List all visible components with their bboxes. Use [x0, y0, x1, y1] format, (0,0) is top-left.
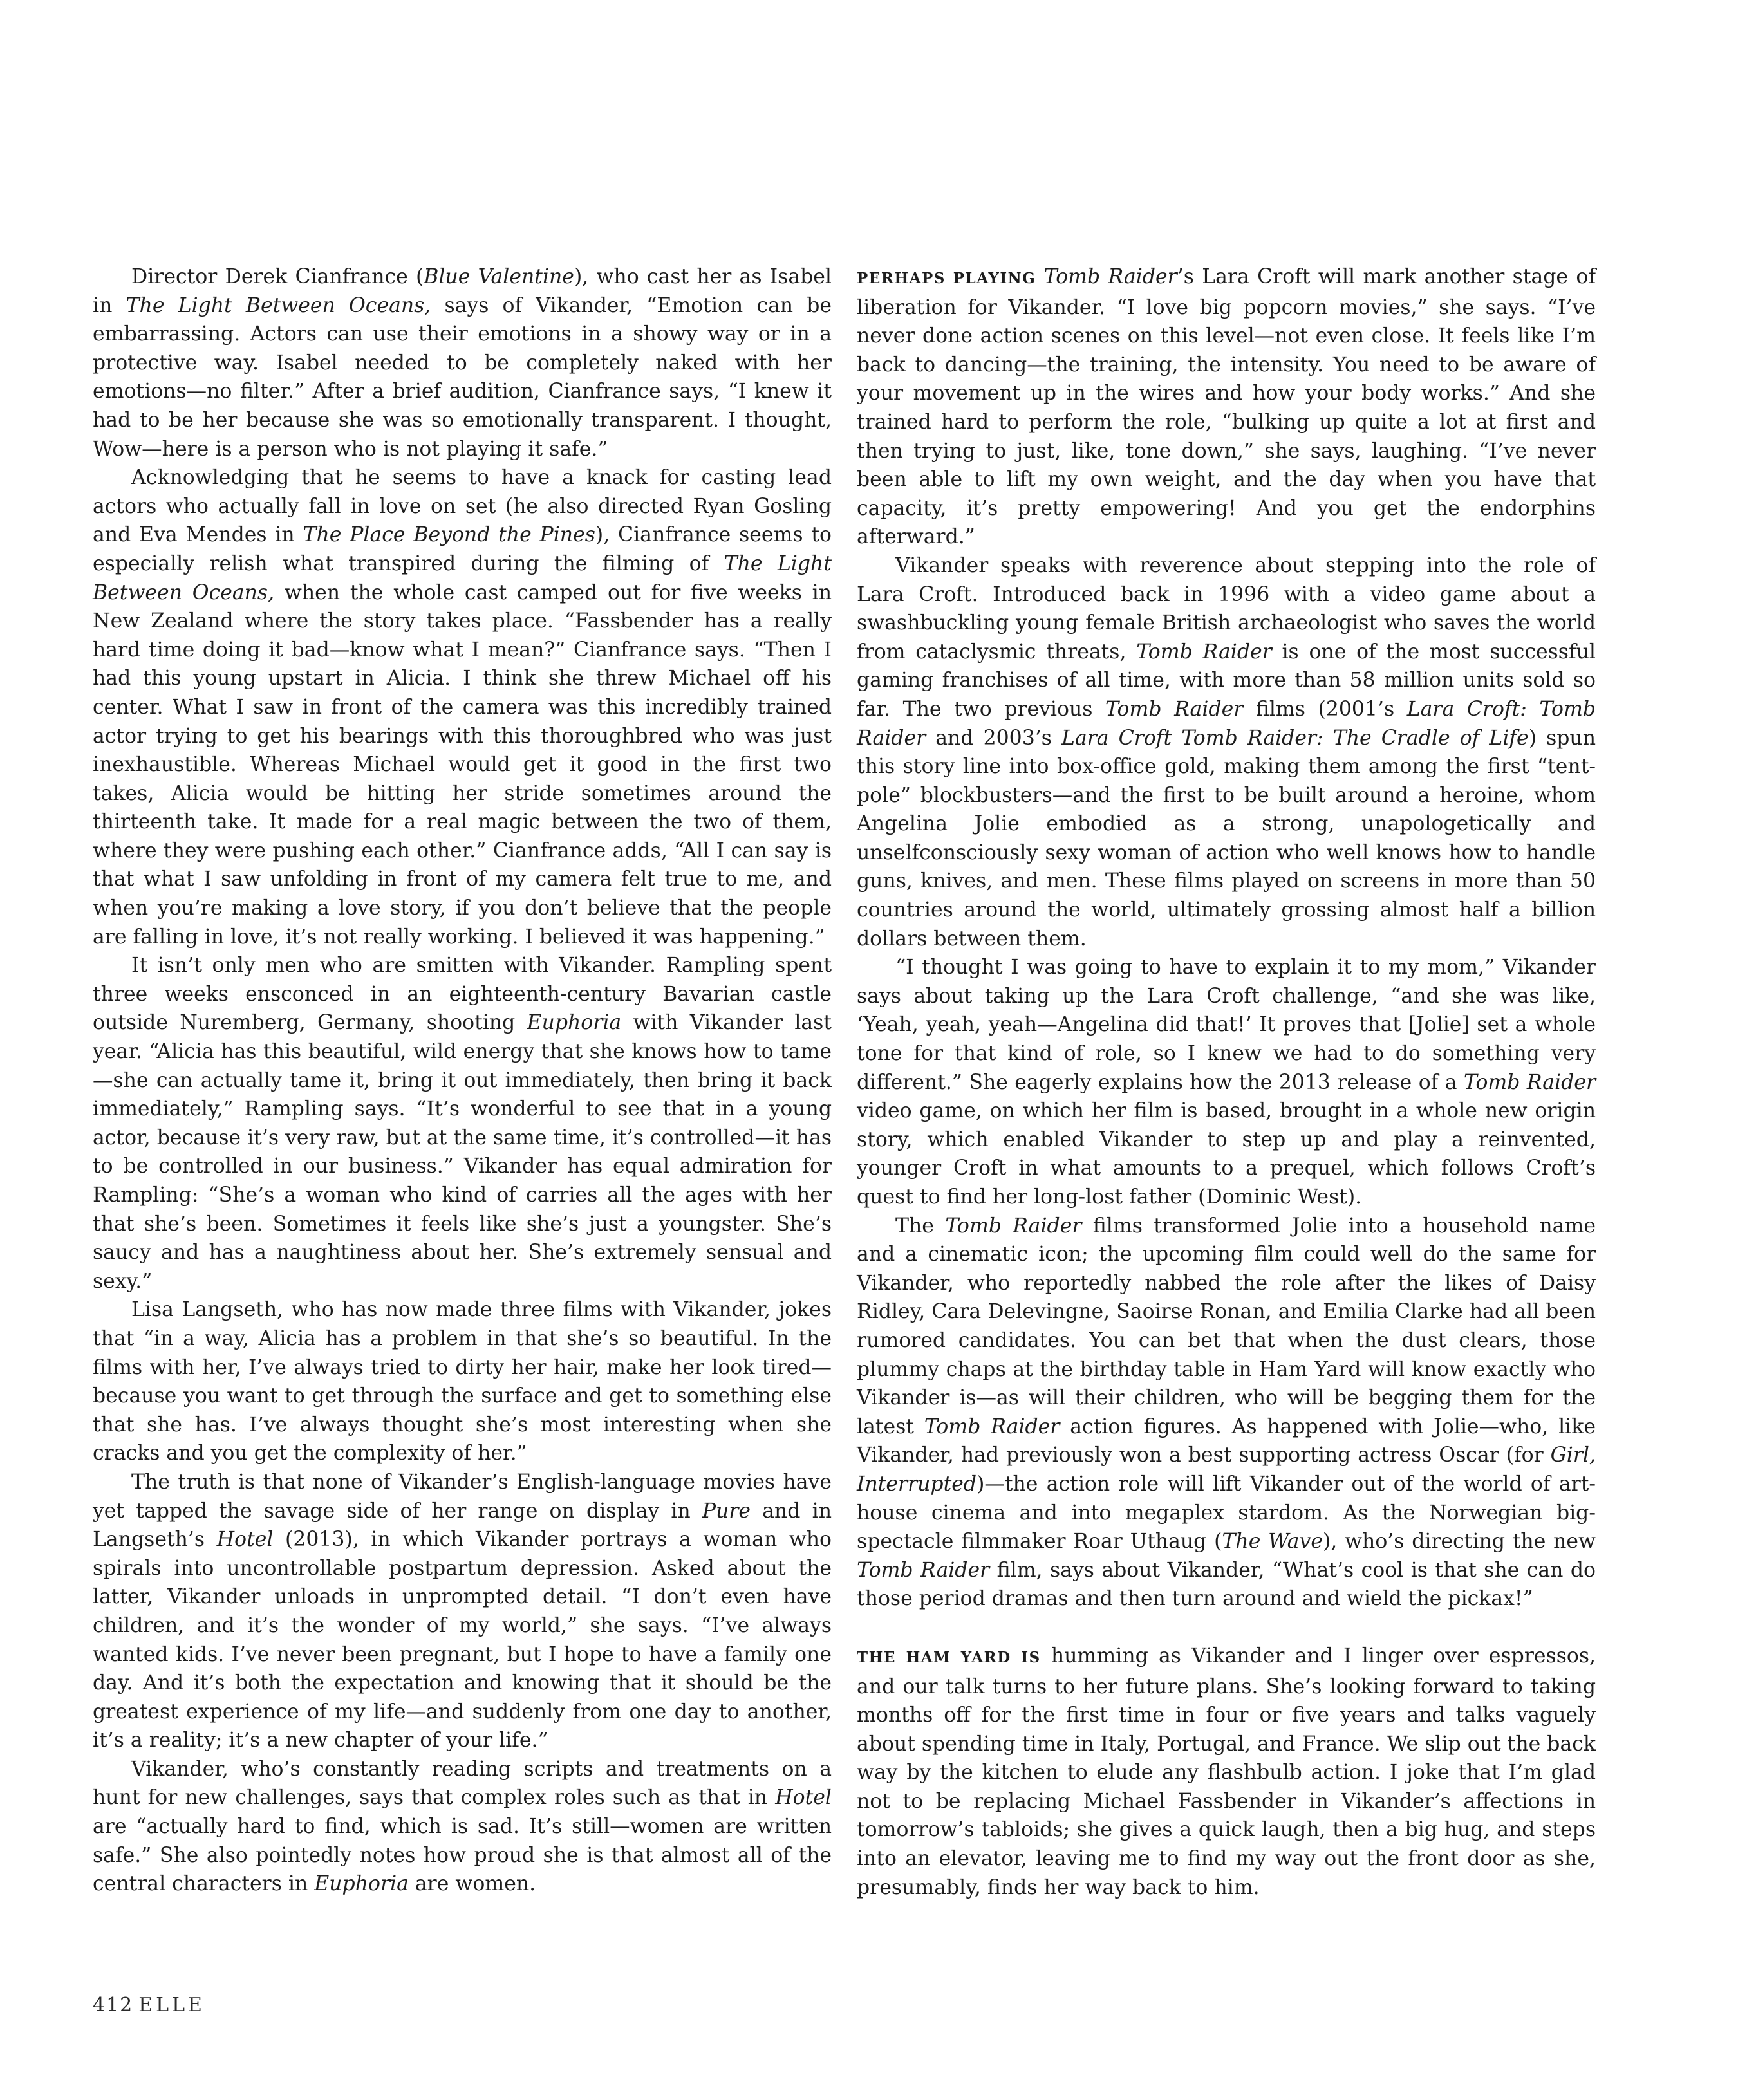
text-run: Lisa Langseth, who has now made three films with Vikander, jokes that “in a way, Alicia has a problem in that she’s so beautiful. In the films with her, I’ve always tried to dirty her hair, make her look tired—because you want to get through the surface and get to something else that she has. I’ve always thought she’s most interesting when she cracks and you get the complexity of her.”: [93, 1298, 832, 1465]
lead-in-caps: THE HAM YARD IS: [857, 1648, 1041, 1666]
article-column-right: [857, 263, 1596, 1902]
page-folio: [93, 1994, 205, 2016]
article-paragraph: [857, 552, 1596, 953]
italic-title: Hotel: [775, 1786, 832, 1810]
magazine-name: ELLE: [138, 1994, 205, 2016]
text-run: ), who cast her as Isabel in: [93, 265, 832, 317]
italic-title: The Light Between Oceans,: [93, 552, 832, 604]
text-run: film, says about Vikander, “What’s cool is that she can do those period dramas and then turn around and wield the pickax!”: [857, 1558, 1596, 1611]
italic-title: Lara Croft Tomb Raider: The Cradle of Life: [1061, 726, 1529, 750]
article-paragraph: [857, 1642, 1596, 1902]
text-run: Acknowledging that he seems to have a knack for casting lead actors who actually fall in love on set (he also directed Ryan Gosling and Eva Mendes in: [93, 466, 832, 547]
article-paragraph: [93, 463, 832, 951]
article-paragraph: [93, 1755, 832, 1899]
text-run: The: [895, 1214, 946, 1238]
text-run: ) spun this story line into box-office gold, making them among the first “tent-pole” blockbusters—and the first to be built around a heroine, whom Angelina Jolie embodied as a strong, unapologetically and unselfconsciously sexy woman of action who well knows how to handle guns, knives, and men. These films played on screens in more than 50 countries around the world, ultimately grossing almost half a billion dollars between them.: [857, 726, 1596, 951]
italic-title: Euphoria: [314, 1872, 409, 1896]
article-paragraph: [857, 1212, 1596, 1613]
italic-title: Blue Valentine: [424, 265, 574, 288]
text-run: Director Derek Cianfrance (: [131, 265, 424, 288]
text-run: when the whole cast camped out for five weeks in New Zealand where the story takes place. “Fassbender has a really hard time doing it bad—know what I mean?” Cianfrance says. “Then I had this young upstart in Alicia. I think she threw Michael off his center. What I saw in front of the camera was this incredibly trained actor trying to get his bearings with this thoroughbred who was just inexhaustible. Whereas Michael would get it good in the first two takes, Alicia would be hitting her stride sometimes around the thirteenth take. It made for a real magic between the two of them, where they were pushing each other.” Cianfrance adds, “All I can say is that what I saw unfolding in front of my camera felt true to me, and when you’re making a love story, if you don’t believe that the people are falling in love, it’s not really working. I believed it was happening.”: [93, 581, 832, 949]
italic-title: Tomb Raider: [1105, 697, 1244, 721]
italic-title: Tomb Raider: [924, 1415, 1060, 1438]
italic-title: Tomb Raider: [945, 1214, 1082, 1238]
italic-title: Euphoria: [527, 1011, 622, 1035]
text-run: is one of the most successful gaming franchises of all time, with more than 58 million units sold so far. The two previous: [857, 640, 1596, 721]
text-run: )—the action role will lift Vikander out of the world of art-house cinema and into megaplex stardom. As the Norwegian big-spectacle filmmaker Roar Uthaug (: [857, 1472, 1596, 1554]
text-run: The truth is that none of Vikander’s English-language movies have yet tapped the savage side of her range on display in: [93, 1470, 832, 1523]
article-paragraph: [857, 953, 1596, 1211]
italic-title: The Light Between Oceans,: [126, 293, 431, 317]
text-run: [1036, 265, 1043, 288]
text-run: video game, on which her film is based, brought in a whole new origin story, which enabled Vikander to step up and play a reinvented, younger Croft in what amounts to a prequel, which follows Croft’s quest to find her long-lost father (Dominic West).: [857, 1099, 1596, 1209]
text-run: action figures. As happened with Jolie—who, like Vikander, had previously won a best supporting actress Oscar (for: [857, 1415, 1596, 1467]
text-run: ’s Lara Croft will mark another stage of liberation for Vikander. “I love big popcorn movies,” she says. “I’ve never done action scenes on this level—not even close. It feels like I’m back to dancing—the training, the intensity. You need to be aware of your movement up in the wires and how your body works.” And she trained hard to perform the role, “bulking up quite a lot at first and then trying to just, like, tone down,” she says, laughing. “I’ve never been able to lift my own weight, and the day when you have that capacity, it’s pretty empowering! And you get the endorphins afterward.”: [857, 265, 1596, 549]
article-column-left: [93, 263, 832, 1899]
text-run: ), Cianfrance seems to especially relish what transpired during the filming of: [93, 523, 832, 575]
italic-title: Pure: [702, 1499, 751, 1523]
article-paragraph: [857, 263, 1596, 552]
text-run: are women.: [408, 1872, 536, 1896]
italic-title: Tomb Raider: [857, 1558, 990, 1582]
article-paragraph: [93, 1296, 832, 1468]
italic-title: The Place Beyond the Pines: [303, 523, 595, 547]
italic-title: The Wave: [1222, 1530, 1323, 1554]
italic-title: Tomb Raider: [1043, 265, 1177, 288]
text-run: and 2003’s: [926, 726, 1062, 750]
italic-title: Hotel: [216, 1528, 274, 1552]
text-run: and in Langseth’s: [93, 1499, 832, 1552]
text-run: Vikander, who’s constantly reading scripts and treatments on a hunt for new challenges, says that complex roles such as that in: [93, 1757, 832, 1810]
text-run: It isn’t only men who are smitten with Vikander. Rampling spent three weeks ensconced in an eighteenth-century Bavarian castle outside Nuremberg, Germany, shooting: [93, 954, 832, 1035]
text-run: films (2001’s: [1243, 697, 1407, 721]
italic-title: Girl, Interrupted: [857, 1444, 1596, 1496]
text-run: humming as Vikander and I linger over espressos, and our talk turns to her future plans. She’s looking forward to taking months off for the first time in four or five years and talks vaguely about spending time in Italy, Portugal, and France. We slip out the back way by the kitchen to elude any flashbulb action. I joke that I’m glad not to be replacing Michael Fassbender in Vikander’s affections in tomorrow’s tabloids; she gives a quick laugh, then a big hug, and steps into an elevator, leaving me to find my way out the front door as she, presumably, finds her way back to him.: [857, 1644, 1596, 1899]
text-run: Vikander speaks with reverence about stepping into the role of Lara Croft. Introduced back in 1996 with a video game about a swashbuckling young female British archaeologist who saves the world from cataclysmic threats,: [857, 553, 1596, 664]
article-paragraph: [93, 263, 832, 463]
italic-title: Tomb Raider: [1463, 1070, 1596, 1094]
text-run: (2013), in which Vikander portrays a woman who spirals into uncontrollable postpartum depression. Asked about the latter, Vikander unloads in unprompted detail. “I don’t even have children, and it’s the wonder of my world,” she says. “I’ve always wanted kids. I’ve never been pregnant, but I hope to have a family one day. And it’s both the expectation and knowing that it should be the greatest experience of my life—and suddenly from one day to another, it’s a reality; it’s a new chapter of your life.”: [93, 1528, 832, 1752]
text-run: ), who’s directing the new: [1323, 1530, 1596, 1554]
text-run: are “actually hard to find, which is sad. It’s still—women are written safe.” She also pointedly notes how proud she is that almost all of the central characters in: [93, 1815, 832, 1896]
page-number: 412: [93, 1994, 134, 2016]
article-paragraph: [93, 951, 832, 1296]
article-paragraph: [93, 1468, 832, 1755]
lead-in-caps: PERHAPS PLAYING: [857, 270, 1036, 287]
italic-title: Tomb Raider: [1136, 640, 1272, 664]
text-run: “I thought I was going to have to explain it to my mom,” Vikander says about taking up the Lara Croft challenge, “and she was like, ‘Yeah, yeah, yeah—Angelina did that!’ It proves that [Jolie] set a whole tone for that kind of role, so I knew we had to do something very different.” She eagerly explains how the 2013 release of a: [857, 956, 1596, 1094]
text-run: films transformed Jolie into a household name and a cinematic icon; the upcoming film could well do the same for Vikander, who reportedly nabbed the role after the likes of Daisy Ridley, Cara Delevingne, Saoirse Ronan, and Emilia Clarke had all been rumored candidates. You can bet that when the dust clears, those plummy chaps at the birthday table in Ham Yard will know exactly who Vikander is—as will their children, who will be begging them for the latest: [857, 1214, 1596, 1438]
text-run: says of Vikander, “Emotion can be embarrassing. Actors can use their emotions in a showy way or in a protective way. Isabel needed to be completely naked with her emotions—no filter.” After a brief audition, Cianfrance says, “I knew it had to be her because she was so emotionally transparent. I thought, Wow—here is a person who is not playing it safe.”: [93, 293, 832, 461]
text-run: with Vikander last year. “Alicia has this beautiful, wild energy that she knows how to tame—she can actually tame it, bring it out immediately, then bring it back immediately,” Rampling says. “It’s wonderful to see that in a young actor, because it’s very raw, but at the same time, it’s controlled—it has to be controlled in our business.” Vikander has equal admiration for Rampling: “She’s a woman who kind of carries all the ages with her that she’s been. Sometimes it feels like she’s just a youngster. She’s saucy and has a naughtiness about her. She’s extremely sensual and sexy.”: [93, 1011, 832, 1293]
italic-title: Lara Croft: Tomb Raider: [857, 697, 1596, 750]
